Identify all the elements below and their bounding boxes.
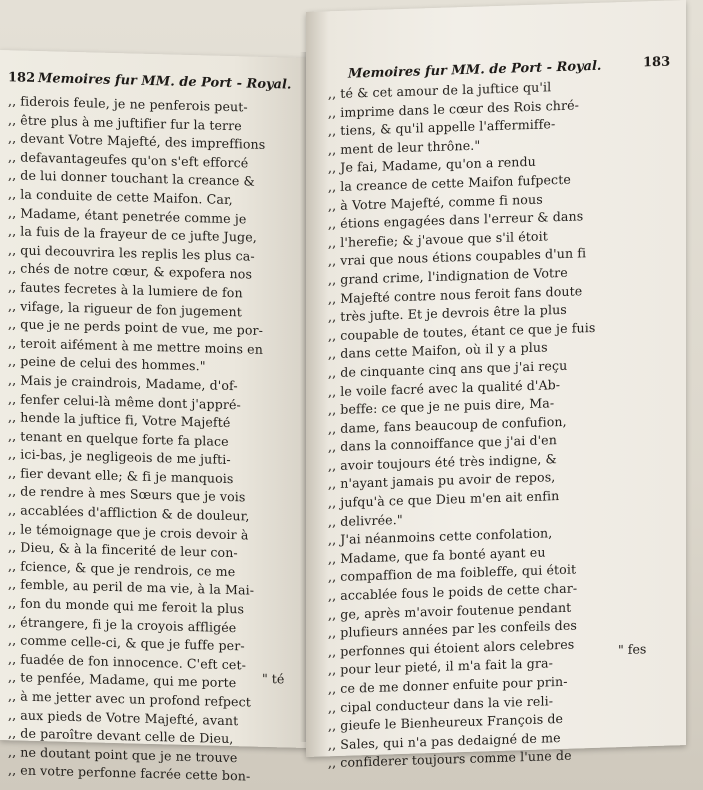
left-page [0, 50, 312, 784]
right-running-header: Memoires fur MM. de Port - Royal. [348, 58, 602, 82]
text-line: ,, de rendre à mes Sœurs que je vois [8, 483, 246, 505]
text-line: ,, à me jetter avec un profond refpect [8, 688, 251, 710]
text-line: ,, femble, au peril de ma vie, à la Mai- [8, 576, 255, 599]
open-book [0, 12, 695, 784]
text-line: ,, fcience, & que je rendrois, ce me [8, 558, 236, 580]
text-line: ,, étions engagées dans l'erreur & dans [328, 208, 584, 232]
text-line: ,, étrangere, fi je la croyois affligée [8, 613, 237, 635]
text-line: ,, dans cette Maifon, où il y a plus [328, 339, 548, 362]
text-line: ,, grand crime, l'indignation de Votre [328, 264, 568, 288]
text-line: ,, dans la connoiffance que j'ai d'en [328, 432, 557, 455]
text-line: ,, J'ai néanmoins cette confolation, [328, 525, 553, 548]
right-catchword: " fes [618, 641, 647, 658]
right-page-number: 183 [643, 54, 671, 71]
text-line: ,, tenant en quelque forte fa place [8, 427, 229, 449]
text-line: ,, té & cet amour de la juftice qu'il [328, 79, 552, 102]
text-line: ,, très jufte. Et je devrois être la plus [328, 301, 567, 325]
text-line: ,, fon du monde qui me feroit la plus [8, 595, 245, 617]
text-line: ,, chés de notre cœur, & expofera nos [8, 260, 253, 282]
text-line: ,, devant Votre Majefté, des impreffions [8, 130, 266, 153]
text-line: ,, teroit aifément à me mettre moins en [8, 334, 263, 357]
text-line: ,, ici-bas, je negligeois de me jufti- [8, 446, 231, 468]
text-line: ,, ne doutant point que je ne trouve [8, 743, 238, 765]
text-line: ,, gieufe le Bienheureux François de [328, 711, 564, 734]
text-line: ,, Dieu, & à la fincerité de leur con- [8, 539, 238, 561]
text-line: ,, coupable de toutes, étant ce que je fuis [328, 319, 596, 344]
text-line: ,, ce de me donner enfuite pour prin- [328, 673, 568, 697]
left-running-header: Memoires fur MM. de Port - Royal. [38, 70, 292, 93]
left-page-number: 182 [8, 70, 36, 86]
text-line: ,, Madame, étant penetrée comme je [8, 204, 247, 227]
text-line: ,, te penfée, Madame, qui me porte [8, 669, 237, 691]
text-line: ,, fautes fecretes à la lumiere de fon [8, 279, 243, 301]
text-line: ,, que je ne perds point de vue, me por- [8, 316, 263, 339]
text-line: ,, fuadée de fon innocence. C'eft cet- [8, 651, 246, 673]
text-line: ,, de lui donner touchant la creance & [8, 167, 255, 190]
text-line: ,, tiens, & qu'il appelle l'affermiffe- [328, 116, 556, 139]
text-line: ,, fenfer celui-là même dont j'appré- [8, 390, 241, 412]
text-line: ,, defavantageufes qu'on s'eft efforcé [8, 148, 249, 171]
text-line: ,, Madame, que fa bonté ayant eu [328, 544, 546, 567]
text-line: ,, la conduite de cette Maifon. Car, [8, 186, 233, 208]
text-line: ,, qui decouvrira les replis les plus ca- [8, 241, 255, 264]
text-line: ,, accablée fous le poids de cette char- [328, 580, 578, 604]
text-line: ,, fier devant elle; & fi je manquois [8, 465, 234, 486]
text-line: ,, confiderer toujours comme l'une de [328, 748, 572, 771]
text-line: ,, comme celle-ci, & que je fuffe per- [8, 632, 245, 654]
text-line: ,, vrai que nous étions coupables d'un fi [328, 245, 587, 269]
right-page [306, 0, 686, 771]
text-line: ,, de paroître devant celle de Dieu, [8, 725, 234, 747]
left-catchword: " té [262, 670, 285, 687]
text-line: ,, le voile facré avec la qualité d'Ab- [328, 376, 561, 399]
text-line: ,, compaffion de ma foibleffe, qui étoit [328, 561, 577, 585]
text-line: ,, avoir toujours été très indigne, & [328, 450, 557, 474]
text-line: ,, fiderois feule, je ne penferois peut- [8, 93, 248, 115]
text-line: ,, Majefté contre nous feroit fans doute [328, 282, 583, 306]
text-line: ,, de cinquante cinq ans que j'ai reçu [328, 357, 568, 381]
text-line: ,, dame, fans beaucoup de confufion, [328, 413, 567, 436]
text-line: ,, la fuis de la frayeur de ce jufte Juge, [8, 223, 257, 245]
text-line: ,, aux pieds de Votre Majefté, avant [8, 706, 239, 728]
text-line: ,, ge, après m'avoir foutenue pendant [328, 599, 572, 622]
text-line: ,, jufqu'à ce que Dieu m'en ait enfin [328, 488, 560, 511]
text-line: ,, accablées d'affliction & de douleur, [8, 502, 250, 524]
text-line: ,, Je fai, Madame, qu'on a rendu [328, 154, 536, 176]
text-line: ,, Mais je craindrois, Madame, d'of- [8, 372, 238, 394]
text-line: ,, l'herefie; & j'avoue que s'il étoit [328, 228, 548, 251]
text-line: ,, plufieurs années par les confeils des [328, 617, 577, 641]
text-line: ,, n'ayant jamais pu avoir de repos, [328, 469, 556, 492]
text-line: ,, Sales, qui n'a pas dedaigné de me [328, 729, 561, 753]
text-line: ,, la creance de cette Maifon fufpecte [328, 171, 571, 195]
text-line: ,, cipal conducteur dans la vie reli- [328, 692, 554, 715]
text-line: ,, pour leur pieté, il m'a fait la gra- [328, 655, 553, 678]
text-line: ,, le témoignage que je crois devoir à [8, 520, 249, 543]
text-line: ,, vifage, la rigueur de fon jugement [8, 297, 242, 319]
text-line: ,, hende la juftice fi, Votre Majefté [8, 409, 231, 431]
text-line: ,, beffe: ce que je ne puis dire, Ma- [328, 395, 555, 418]
text-line: ,, en votre perfonne facrée cette bon- [8, 762, 251, 784]
right-page-text [328, 74, 678, 773]
text-line: ,, ment de leur thrône." [328, 137, 481, 158]
text-line: ,, peine de celui des hommes." [8, 353, 206, 374]
text-line: ,, à Votre Majefté, comme fi nous [328, 191, 543, 213]
text-line: ,, perfonnes qui étoient alors celebres [328, 636, 575, 660]
text-line: ,, delivrée." [328, 511, 403, 529]
text-line: ,, imprime dans le cœur des Rois chré- [328, 97, 579, 120]
text-line: ,, être plus à me juftifier fur la terre [8, 111, 242, 133]
